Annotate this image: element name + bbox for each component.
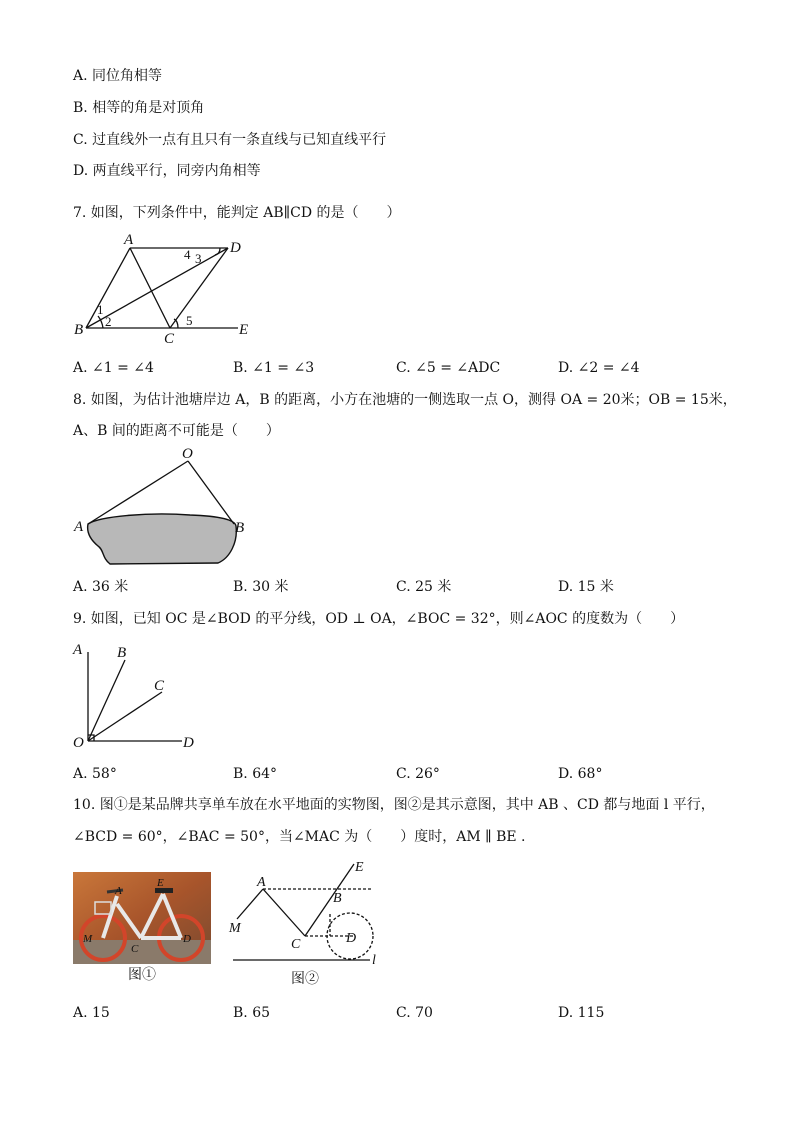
q9-label-a: A bbox=[73, 642, 83, 658]
q10-option-d: D. 115 bbox=[558, 1005, 605, 1021]
q7-label-c: C bbox=[164, 331, 175, 346]
q7-figure bbox=[70, 228, 250, 346]
q7-option-a: A. ∠1 = ∠4 bbox=[73, 360, 154, 376]
q7-angle-4: 4 bbox=[184, 247, 191, 262]
q9-option-a: A. 58° bbox=[73, 766, 117, 782]
q8-option-a: A. 36 米 bbox=[73, 579, 129, 595]
q9-label-d: D bbox=[183, 735, 194, 750]
q7-angle-5: 5 bbox=[186, 313, 193, 328]
q8-label-a: A bbox=[74, 519, 84, 535]
q6-option-a: A. 同位角相等 bbox=[73, 68, 163, 84]
q10-option-a: A. 15 bbox=[73, 1005, 110, 1021]
q7-label-a: A bbox=[124, 232, 134, 248]
q7-label-e: E bbox=[239, 322, 249, 338]
q8-option-c: C. 25 米 bbox=[396, 579, 452, 595]
q8-option-d: D. 15 米 bbox=[558, 579, 614, 595]
q9-label-o: O bbox=[73, 735, 84, 750]
q10-option-b: B. 65 bbox=[233, 1005, 271, 1021]
photo-label-e: E bbox=[157, 877, 164, 889]
q9-option-c: C. 26° bbox=[396, 766, 440, 782]
diagram-label-b: B bbox=[333, 891, 342, 906]
diagram-label-d: D bbox=[346, 931, 357, 946]
q7-label-b: B bbox=[74, 322, 84, 338]
photo-label-a: A bbox=[115, 885, 122, 897]
q7-angle-1: 1 bbox=[97, 302, 104, 317]
q8-stem-line1: 8. 如图，为估计池塘岸边 A，B 的距离，小方在池塘的一侧选取一点 O，测得 OA = 20米；OB = 15米， bbox=[73, 392, 737, 408]
q9-option-b: B. 64° bbox=[233, 766, 278, 782]
q10-option-c: C. 70 bbox=[396, 1005, 433, 1021]
q6-option-d: D. 两直线平行，同旁内角相等 bbox=[73, 163, 261, 179]
photo-label-d: D bbox=[183, 933, 191, 945]
q9-label-b: B bbox=[117, 645, 127, 661]
q8-label-b: B bbox=[235, 520, 245, 536]
q7-stem: 7. 如图，下列条件中，能判定 AB∥CD 的是（ ） bbox=[73, 205, 401, 221]
q10-diagram bbox=[225, 856, 385, 970]
q6-option-c: C. 过直线外一点有且只有一条直线与已知直线平行 bbox=[73, 132, 387, 148]
q7-angle-3: 3 bbox=[195, 251, 202, 266]
q9-label-c: C bbox=[154, 678, 165, 694]
q7-option-b: B. ∠1 = ∠3 bbox=[233, 360, 315, 376]
photo-label-c: C bbox=[131, 943, 139, 955]
q8-stem-line2: A、B 间的距离不可能是（ ） bbox=[73, 423, 280, 439]
photo-label-m: M bbox=[83, 933, 93, 945]
bike-photo bbox=[73, 872, 211, 964]
diagram-caption: 图② bbox=[291, 971, 319, 987]
q8-label-o: O bbox=[182, 446, 193, 462]
q7-angle-2: 2 bbox=[105, 314, 112, 329]
q9-figure bbox=[70, 638, 205, 750]
q8-figure bbox=[70, 446, 255, 571]
diagram-label-m: M bbox=[229, 921, 241, 936]
q6-option-b: B. 相等的角是对顶角 bbox=[73, 100, 205, 116]
q9-stem: 9. 如图，已知 OC 是∠BOD 的平分线，OD ⊥ OA，∠BOC = 32°，则∠AOC 的度数为（ ） bbox=[73, 611, 685, 627]
q7-label-d: D bbox=[230, 240, 241, 256]
q8-option-b: B. 30 米 bbox=[233, 579, 289, 595]
diagram-label-a: A bbox=[257, 875, 266, 890]
q7-option-d: D. ∠2 = ∠4 bbox=[558, 360, 640, 376]
q10-stem-line1: 10. 图①是某品牌共享单车放在水平地面的实物图，图②是其示意图，其中 AB 、CD 都与地面 l 平行， bbox=[73, 797, 715, 813]
diagram-label-e: E bbox=[355, 860, 364, 875]
diagram-label-l: l bbox=[372, 953, 376, 968]
diagram-label-c: C bbox=[291, 937, 301, 952]
q10-stem-line2: ∠BCD = 60°，∠BAC = 50°，当∠MAC 为（ ）度时，AM ∥ BE . bbox=[73, 829, 526, 845]
q9-option-d: D. 68° bbox=[558, 766, 603, 782]
q7-option-c: C. ∠5 = ∠ADC bbox=[396, 360, 501, 376]
photo-caption: 图① bbox=[128, 967, 156, 983]
